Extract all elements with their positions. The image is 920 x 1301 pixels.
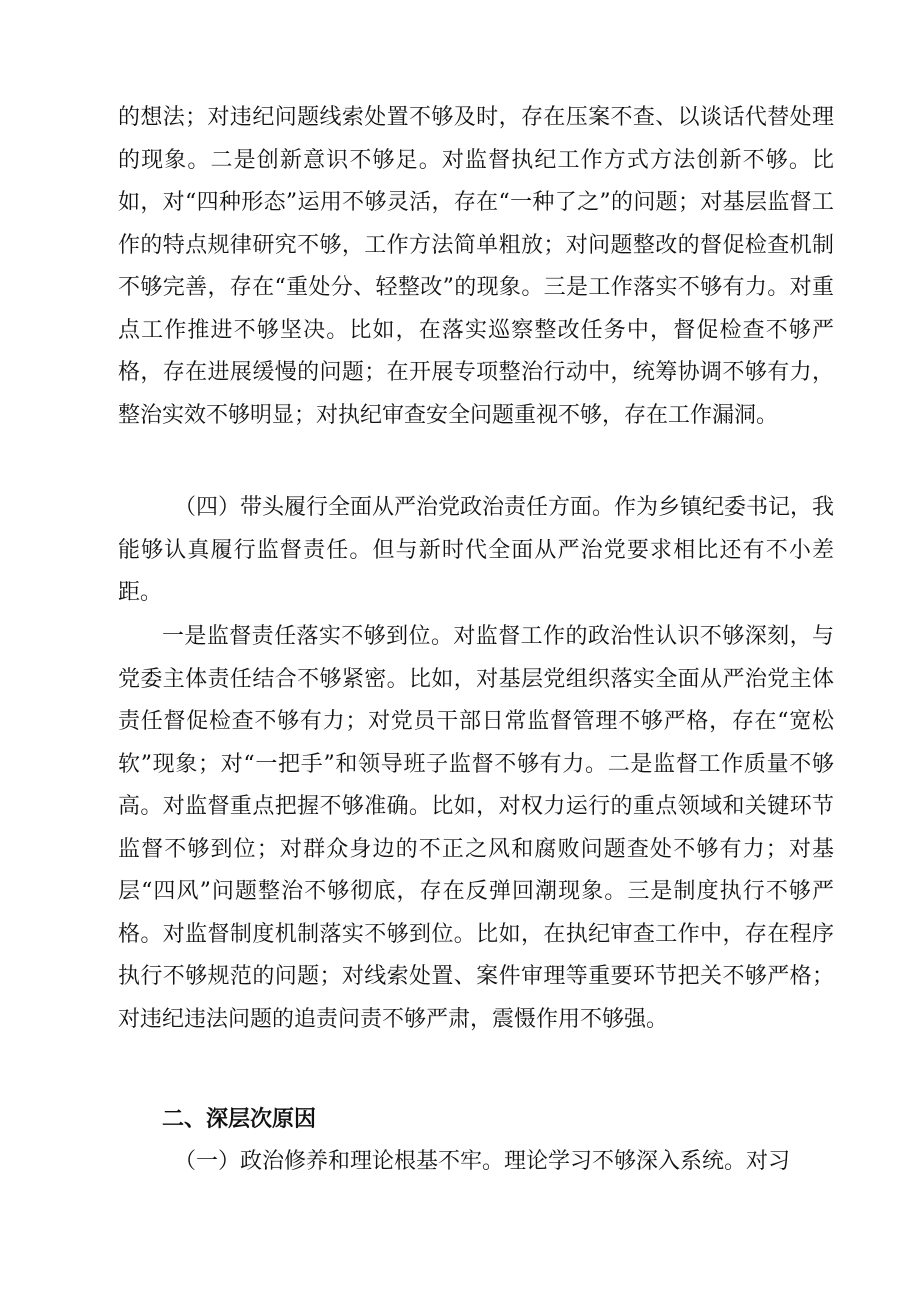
section-heading: 二、深层次原因 xyxy=(162,1107,317,1132)
paragraph-3: 一是监督责任落实不够到位。对监督工作的政治性认识不够深刻，与党委主体责任结合不够紧密。比如，对基层党组织落实全面从严治党主体责任督促检查不够有力；对党员干部日常监督管理不够严格，存在“宽松软”现象；对“一把手”和领导班子监督不够有力。二是监督工作质量不够高。对监督重点把握不够准确。比如，对权力运行的重点领域和关键环节监督不够到位；对群众身边的不正之风和腐败问题查处不够有力；对基层“四风”问题整治不够彻底，存在反弹回潮现象。三是制度执行不够严格。对监督制度机制落实不够到位。比如，在执纪审查工作中，存在程序执行不够规范的问题；对线索处置、案件审理等重要环节把关不够严格；对违纪违法问题的追责问责不够严肃，震慑作用不够强。 xyxy=(118,624,834,1032)
paragraph-1: 的想法；对违纪问题线索处置不够及时，存在压案不查、以谈话代替处理的现象。二是创新意识不够足。对监督执纪工作方式方法创新不够。比如，对“四种形态”运用不够灵活，存在“一种了之”的问题；对基层监督工作的特点规律研究不够，工作方法简单粗放；对问题整改的督促检查机制不够完善，存在“重处分、轻整改”的现象。三是工作落实不够有力。对重点工作推进不够坚决。比如，在落实巡察整改任务中，督促检查不够严格，存在进展缓慢的问题；在开展专项整治行动中，统筹协调不够有力，整治实效不够明显；对执纪审查安全问题重视不够，存在工作漏洞。 xyxy=(118,105,834,428)
paragraph-2: （四）带头履行全面从严治党政治责任方面。作为乡镇纪委书记，我能够认真履行监督责任。但与新时代全面从严治党要求相比还有不小差距。 xyxy=(118,495,835,605)
paragraph-4: （一）政治修养和理论根基不牢。理论学习不够深入系统。对习 xyxy=(174,1149,791,1174)
